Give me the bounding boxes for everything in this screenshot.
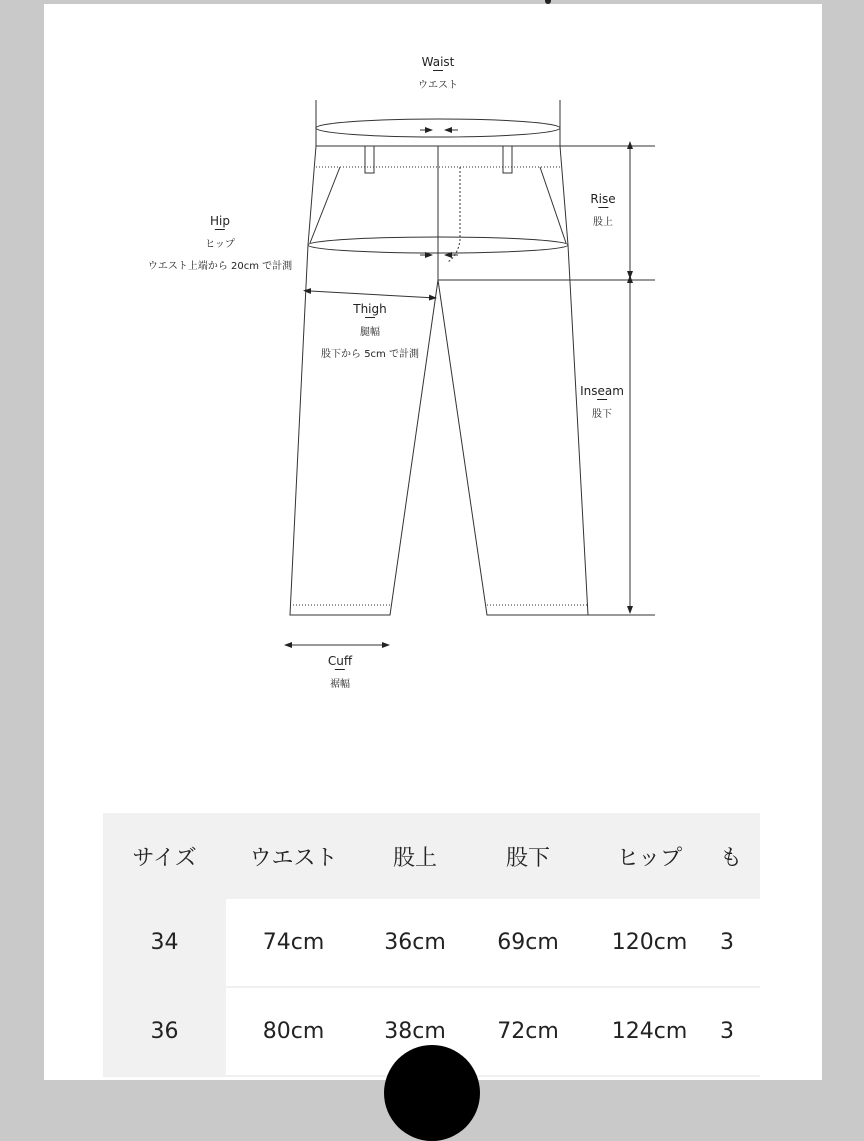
cuff-label-jp: 裾幅 <box>329 679 350 690</box>
floating-action-button[interactable] <box>384 1045 480 1141</box>
waist-label-jp: ウエスト <box>418 80 458 91</box>
hip-label <box>148 211 292 277</box>
table-header-row <box>103 813 760 899</box>
table-row <box>103 899 760 988</box>
waist-ellipse <box>316 119 560 137</box>
thigh-label-jp: 腿幅 <box>360 327 380 338</box>
hip-label-jp: ヒップ <box>205 239 235 250</box>
inseam-label-jp: 股下 <box>591 409 612 420</box>
hip-label-en: Hip <box>210 214 230 228</box>
cuff-label-en: Cuff <box>327 654 353 668</box>
cell-waist: 74cm <box>262 930 325 955</box>
cell-truncated: 3 <box>720 1019 734 1044</box>
cell-size: 36 <box>103 988 226 1075</box>
thigh-label-en: Thigh <box>353 302 387 316</box>
rise-label <box>590 189 615 233</box>
thigh-label <box>321 299 419 365</box>
header-truncated: も <box>720 845 743 871</box>
cell-truncated: 3 <box>720 930 734 955</box>
cell-waist: 80cm <box>262 1019 325 1044</box>
cuff-label <box>328 651 352 695</box>
header-rise: 股上 <box>392 845 437 871</box>
cell-rise: 36cm <box>384 930 446 955</box>
inseam-label-en: Inseam <box>580 384 624 398</box>
cell-rise: 38cm <box>384 1019 446 1044</box>
rise-label-jp: 股上 <box>593 217 613 228</box>
header-waist: ウエスト <box>249 845 338 871</box>
cell-hip: 124cm <box>611 1019 688 1044</box>
waist-label <box>418 52 458 96</box>
cell-inseam: 72cm <box>497 1019 559 1044</box>
pants-outline <box>290 146 588 615</box>
rise-label-en: Rise <box>590 192 616 206</box>
inseam-label <box>580 381 624 425</box>
hip-label-note: ウエスト上端から 20cm で計測 <box>147 261 293 272</box>
thigh-arrow <box>310 291 436 298</box>
thigh-label-note: 股下から 5cm で計測 <box>321 349 419 360</box>
header-size: サイズ <box>103 813 226 899</box>
cell-size: 34 <box>103 899 226 986</box>
waist-label-en: Waist <box>421 55 455 69</box>
header-hip: ヒップ <box>616 845 683 871</box>
header-inseam: 股下 <box>505 845 550 871</box>
cell-inseam: 69cm <box>497 930 559 955</box>
cell-hip: 120cm <box>611 930 688 955</box>
size-table[interactable] <box>103 813 760 1077</box>
